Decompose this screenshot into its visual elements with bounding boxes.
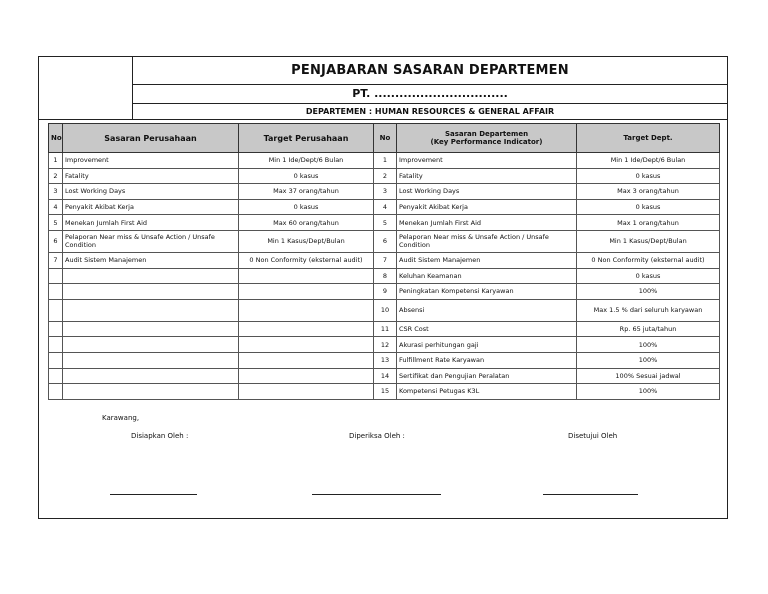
col-header-no-dept: No [374,124,397,153]
row-no-dept: 4 [374,199,397,215]
col-header-target-perusahaan: Target Perusahaan [239,124,374,153]
row-kpi: Pelaporan Near miss & Unsafe Action / Unsafe Condition [397,230,577,252]
row-kpi: Absensi [397,299,577,321]
logo-box [39,57,133,119]
row-no [49,268,63,284]
row-target-perusahaan: 0 kasus [239,199,374,215]
row-target-dept: 0 kasus [577,199,720,215]
row-sasaran-perusahaan: Audit Sistem Manajemen [63,252,239,268]
table-row [49,199,720,215]
row-no: 6 [49,230,63,252]
prepared-signature-line [110,494,197,495]
row-no-dept: 3 [374,184,397,200]
col-header-sasaran-departemen [397,124,577,153]
row-no: 3 [49,184,63,200]
row-kpi: Improvement [397,153,577,169]
row-sasaran-perusahaan [63,368,239,384]
row-no: 2 [49,168,63,184]
row-no-dept: 5 [374,215,397,231]
row-target-perusahaan [239,384,374,400]
row-sasaran-perusahaan [63,299,239,321]
row-target-perusahaan: 0 Non Conformity (eksternal audit) [239,252,374,268]
document-title: PENJABARAN SASARAN DEPARTEMEN [133,57,727,85]
row-kpi: Sertifikat dan Pengujian Peralatan [397,368,577,384]
row-no-dept: 10 [374,299,397,321]
row-no-dept: 15 [374,384,397,400]
table-body [49,153,720,400]
table-row [49,184,720,200]
row-target-perusahaan: Max 60 orang/tahun [239,215,374,231]
row-no-dept: 12 [374,337,397,353]
row-target-dept: Max 3 orang/tahun [577,184,720,200]
row-sasaran-perusahaan [63,321,239,337]
row-target-dept: Max 1 orang/tahun [577,215,720,231]
table-row [49,252,720,268]
row-no [49,368,63,384]
row-kpi: Fatality [397,168,577,184]
row-kpi: Lost Working Days [397,184,577,200]
table-row [49,230,720,252]
row-sasaran-perusahaan [63,284,239,300]
row-target-dept: Min 1 Kasus/Dept/Bulan [577,230,720,252]
row-kpi: Keluhan Keamanan [397,268,577,284]
row-no: 5 [49,215,63,231]
row-target-perusahaan: Min 1 Ide/Dept/6 Bulan [239,153,374,169]
row-kpi: Kompetensi Petugas K3L [397,384,577,400]
checked-by-label: Diperiksa Oleh : [349,432,405,440]
row-target-perusahaan [239,368,374,384]
row-target-dept: 100% [577,337,720,353]
header-divider [39,119,727,120]
row-no-dept: 11 [374,321,397,337]
col-header-sasaran-perusahaan: Sasaran Perusahaan [63,124,239,153]
col-header-no: No [49,124,63,153]
col-header-sasaran-departemen-line2: (Key Performance Indicator) [430,138,543,146]
row-kpi: Peningkatan Kompetensi Karyawan [397,284,577,300]
row-target-dept: 100% [577,352,720,368]
row-sasaran-perusahaan: Lost Working Days [63,184,239,200]
row-target-perusahaan: Min 1 Kasus/Dept/Bulan [239,230,374,252]
row-sasaran-perusahaan: Pelaporan Near miss & Unsafe Action / Unsafe Condition [63,230,239,252]
table-row [49,268,720,284]
row-no-dept: 2 [374,168,397,184]
row-no [49,321,63,337]
row-sasaran-perusahaan: Improvement [63,153,239,169]
table-header-row [49,124,720,153]
table-row [49,321,720,337]
row-target-perusahaan [239,299,374,321]
row-kpi: Menekan Jumlah First Aid [397,215,577,231]
row-no-dept: 7 [374,252,397,268]
row-kpi: Fulfillment Rate Karyawan [397,352,577,368]
row-target-dept: 0 Non Conformity (eksternal audit) [577,252,720,268]
row-no-dept: 14 [374,368,397,384]
table-row [49,284,720,300]
row-no: 4 [49,199,63,215]
row-sasaran-perusahaan: Fatality [63,168,239,184]
row-no [49,337,63,353]
row-target-perusahaan [239,352,374,368]
document-frame [38,56,728,519]
row-target-perusahaan [239,321,374,337]
row-no: 7 [49,252,63,268]
row-sasaran-perusahaan [63,352,239,368]
row-no-dept: 13 [374,352,397,368]
row-no-dept: 9 [374,284,397,300]
row-target-perusahaan [239,268,374,284]
table-row [49,299,720,321]
table-row [49,352,720,368]
col-header-target-dept: Target Dept. [577,124,720,153]
row-no-dept: 8 [374,268,397,284]
objectives-table [48,123,720,400]
table-row [49,337,720,353]
row-target-dept: Max 1.5 % dari seluruh karyawan [577,299,720,321]
row-kpi: Penyakit Akibat Kerja [397,199,577,215]
row-no: 1 [49,153,63,169]
department-name: DEPARTEMEN : HUMAN RESOURCES & GENERAL AFFAIR [305,106,555,116]
table-row [49,368,720,384]
row-target-perusahaan [239,284,374,300]
row-no-dept: 6 [374,230,397,252]
approved-signature-line [543,494,638,495]
row-kpi: Akurasi perhitungan gaji [397,337,577,353]
table-row [49,168,720,184]
row-sasaran-perusahaan [63,337,239,353]
row-target-dept: 0 kasus [577,168,720,184]
row-target-perusahaan: Max 37 orang/tahun [239,184,374,200]
row-target-dept: 100% [577,384,720,400]
table-row [49,215,720,231]
row-kpi: CSR Cost [397,321,577,337]
col-header-sasaran-departemen-line1: Sasaran Departemen [444,130,529,138]
row-target-dept: 0 kasus [577,268,720,284]
row-sasaran-perusahaan [63,384,239,400]
row-kpi: Audit Sistem Manajemen [397,252,577,268]
row-target-dept: 100% [577,284,720,300]
row-no-dept: 1 [374,153,397,169]
approved-by-label: Disetujui Oleh [568,432,618,440]
row-sasaran-perusahaan [63,268,239,284]
row-target-dept: Rp. 65 juta/tahun [577,321,720,337]
row-sasaran-perusahaan: Penyakit Akibat Kerja [63,199,239,215]
company-name: PT. ................................ [133,84,727,104]
row-no [49,299,63,321]
row-no [49,284,63,300]
row-target-dept: Min 1 Ide/Dept/6 Bulan [577,153,720,169]
row-target-perusahaan [239,337,374,353]
table-row [49,384,720,400]
row-no [49,384,63,400]
prepared-by-label: Disiapkan Oleh : [131,432,189,440]
row-sasaran-perusahaan: Menekan Jumlah First Aid [63,215,239,231]
row-target-perusahaan: 0 kasus [239,168,374,184]
signature-place: Karawang, [102,414,140,422]
row-no [49,352,63,368]
checked-signature-line [312,494,441,495]
table-row [49,153,720,169]
row-target-dept: 100% Sesuai jadwal [577,368,720,384]
